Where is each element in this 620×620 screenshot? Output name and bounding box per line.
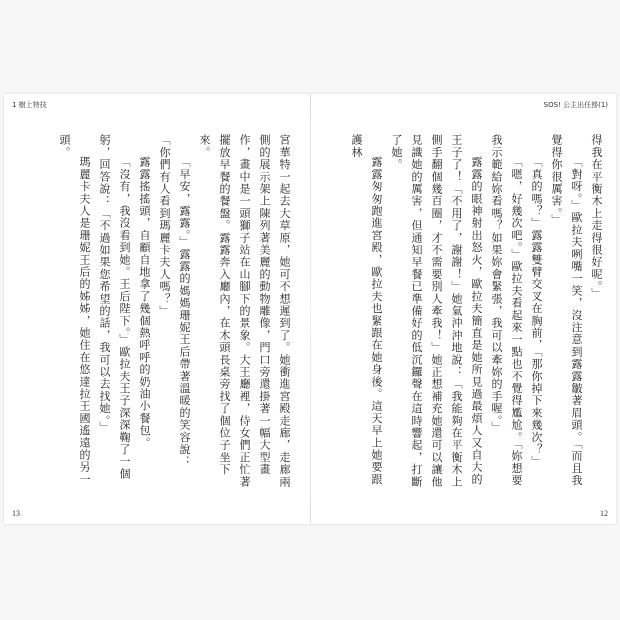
page-number-right: 12 (600, 509, 608, 518)
paragraph: 「沒有，我沒看到她。王后陛下。」歐拉夫王子深深鞠了一個躬，回答說：「不過如果您希望的話，我可以去找她。」 (98, 134, 131, 480)
book-spread (4, 94, 616, 524)
paragraph: 露露的眼神射出怒火，歐拉夫簡直是她所見過最煩人又自大的王子了！「不用了，謝謝！」她氣沖沖地說：「我能夠在平衡木上側手翻個幾百圈，才不需要別人牽我！」她正想補充她還可以讓他見識她的厲害，但通知早餐已準備好的低沉鑼聲在這時響起，打斷了她。 (390, 134, 483, 488)
paragraph: 露露搖搖頭，自顧自地拿了幾個熱呼呼的奶油小餐包。 (138, 156, 151, 449)
book-title-header: SOS! 公主出任務(1) (543, 101, 608, 109)
paragraph: 瑪麗卡夫人是珊妮王后的姊姊，她住在悠達拉王國遙遠的另一頭。 (58, 134, 91, 486)
paragraph: 宮華特一起去大草原，她可不想遲到了。她衝進宮殿走廊，走廊兩側的展示架上陳列著美麗的動物雕像，門口旁還掛著一幅大型畫作，畫中是一頭獅子站在山腳下的景象。大王廳裡，侍女們正忙著擺放早餐的餐盤。露露奔入廳內，在木頭長桌旁找了個位子坐下來。 (198, 134, 291, 488)
left-body-text (12, 134, 294, 490)
paragraph: 「對呀。」歐拉夫咧嘴一笑，沒注意到露露皺著眉頭。「而且我覺得你很厲害。」 (550, 134, 583, 487)
paragraph: 「真的嗎？」露露雙臂交叉在胸前，「那你掉下來幾次？」 (530, 156, 543, 468)
paragraph: 「嗯，好幾次吧。」歐拉夫看起來一點也不覺得尷尬。「妳想要我示範給妳看嗎？如果妳會緊張，我可以牽妳的手喔。」 (490, 134, 523, 487)
paragraph: 得我在平衡木上走得很好呢。」 (590, 134, 603, 300)
page-number-left: 13 (12, 509, 20, 518)
right-body-text (324, 134, 606, 490)
paragraph: 「早安，露露。」露露的媽媽珊妮王后帶著溫暖的笑容說：「你們有人看到瑪麗卡夫人嗎？」 (158, 134, 191, 468)
chapter-header: 1 樹上特技 (12, 101, 47, 109)
left-page (4, 94, 310, 524)
paragraph: 露露匆匆跑進宮殿，歐拉夫也緊跟在她身後。這天早上她要跟護林 (350, 134, 383, 486)
right-page (310, 94, 616, 524)
